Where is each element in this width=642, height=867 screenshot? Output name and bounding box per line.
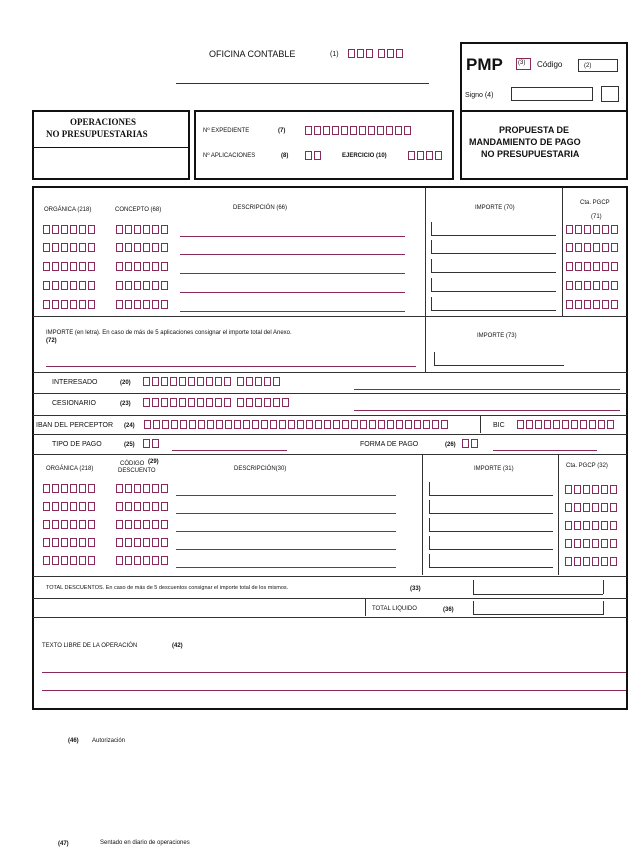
texto-libre-num: (42) (172, 643, 183, 649)
cesionario-cells[interactable] (143, 398, 291, 407)
s2-row4-codigo[interactable] (116, 538, 170, 547)
propuesta-line-3: NO PRESUPUESTARIA (481, 149, 580, 159)
signo-label: Signo (4) (465, 92, 494, 99)
s1-row4-cta[interactable] (566, 281, 620, 290)
s2-row3-organica[interactable] (43, 520, 97, 529)
s2-row2-cta[interactable] (565, 503, 619, 512)
s1-importe-header: IMPORTE (70) (475, 205, 515, 211)
signo-box[interactable] (511, 87, 593, 101)
oficina-contable-cells[interactable] (348, 49, 405, 58)
s1-row3-cta[interactable] (566, 262, 620, 271)
texto-libre-line-1[interactable] (42, 672, 626, 673)
tipo-pago-line[interactable] (172, 450, 287, 451)
s1-row3-concepto[interactable] (116, 262, 170, 271)
s1-row2-desc[interactable] (180, 254, 405, 255)
total-descuentos-label: TOTAL DESCUENTOS. En caso de más de 5 descuentos consignar el importe total de los mismos. (46, 585, 289, 591)
expediente-num: (7) (278, 128, 286, 134)
s2-row3-codigo[interactable] (116, 520, 170, 529)
bic-label: BIC (493, 422, 505, 429)
total-descuentos-field[interactable] (473, 580, 474, 594)
importe-letra-line[interactable] (46, 366, 416, 367)
total-descuentos-right (603, 580, 604, 594)
operaciones-title-1: OPERACIONES (70, 117, 137, 127)
s2-row3-desc[interactable] (176, 531, 396, 532)
s2-row1-organica[interactable] (43, 484, 97, 493)
liquido-left-divider (365, 598, 366, 616)
s2-row5-organica[interactable] (43, 556, 97, 565)
s2-row3-importe[interactable] (429, 518, 553, 532)
s2-row1-cta[interactable] (565, 485, 619, 494)
s2-divider-liquido (33, 598, 627, 599)
aplicaciones-num: (8) (281, 153, 289, 159)
pmp-title: PMP (466, 55, 503, 74)
s2-divider-top (33, 454, 627, 455)
s1-divider-importe-letra (33, 316, 627, 317)
s1-row1-concepto[interactable] (116, 225, 170, 234)
bic-cells[interactable] (517, 420, 616, 429)
s2-row1-codigo[interactable] (116, 484, 170, 493)
s1-row2-organica[interactable] (43, 243, 97, 252)
ejercicio-cells[interactable] (408, 151, 444, 160)
s1-divider-tipo-pago (33, 434, 627, 435)
aplicaciones-cells[interactable] (305, 151, 323, 160)
forma-pago-label: FORMA DE PAGO (360, 441, 419, 448)
s1-row4-organica[interactable] (43, 281, 97, 290)
tipo-pago-num: (25) (124, 442, 135, 448)
interesado-num: (20) (120, 380, 131, 386)
texto-libre-line-2[interactable] (42, 690, 626, 691)
iban-num: (24) (124, 423, 135, 429)
cesionario-line[interactable] (354, 410, 620, 411)
forma-pago-num: (26) (445, 442, 456, 448)
s2-descripcion-header: DESCRIPCIÓN(30) (234, 466, 287, 472)
s1-row2-concepto[interactable] (116, 243, 170, 252)
codigo-label: Código (537, 60, 563, 69)
total-liquido-num: (36) (443, 607, 454, 613)
s1-divider-iban (33, 415, 627, 416)
total-liquido-field[interactable] (473, 601, 603, 615)
s1-row3-organica[interactable] (43, 262, 97, 271)
s1-concepto-header: CONCEPTO (68) (115, 207, 162, 213)
iban-label: IBAN DEL PERCEPTOR (36, 422, 114, 429)
cesionario-num: (23) (120, 401, 131, 407)
s1-row1-importe[interactable] (431, 222, 556, 236)
s1-row5-concepto[interactable] (116, 300, 170, 309)
oficina-line (176, 83, 429, 84)
iban-cells[interactable] (144, 420, 450, 429)
s2-row4-cta[interactable] (565, 539, 619, 548)
importe73-field[interactable] (434, 352, 564, 366)
forma-pago-cells[interactable] (462, 439, 480, 448)
s1-row2-importe[interactable] (431, 240, 556, 254)
ejercicio-label: EJERCICIO (10) (342, 153, 387, 159)
cesionario-label: CESIONARIO (52, 400, 96, 407)
oficina-contable-label: OFICINA CONTABLE (209, 49, 296, 59)
s1-descripcion-header: DESCRIPCIÓN (66) (233, 205, 288, 211)
sentado-label: Sentado en diario de operaciones (100, 840, 190, 846)
pmp-num: (3) (518, 60, 526, 66)
tipo-pago-cells[interactable] (143, 439, 161, 448)
s1-row1-organica[interactable] (43, 225, 97, 234)
autorizacion-num: (46) (68, 738, 79, 744)
forma-pago-line[interactable] (493, 450, 597, 451)
s2-row4-importe[interactable] (429, 536, 553, 550)
importe73-label: IMPORTE (73) (477, 333, 517, 339)
s2-row1-importe[interactable] (429, 482, 553, 496)
expediente-box (194, 110, 454, 180)
oficina-contable-num: (1) (330, 51, 339, 58)
s2-codigo-num: (29) (148, 459, 159, 465)
s2-row1-desc[interactable] (176, 495, 396, 496)
s2-codigo-header-1: CÓDIGO (120, 461, 145, 467)
total-liquido-right (603, 601, 604, 615)
propuesta-line-2: MANDAMIENTO DE PAGO (469, 137, 581, 147)
s2-row4-desc[interactable] (176, 549, 396, 550)
s2-row2-desc[interactable] (176, 513, 396, 514)
s1-divider-cesionario (33, 393, 627, 394)
s1-row4-concepto[interactable] (116, 281, 170, 290)
aplicaciones-label: Nº APLICACIONES (203, 153, 256, 159)
s2-vdivider-1 (422, 455, 423, 575)
s1-organica-header: ORGÁNICA (218) (44, 207, 92, 213)
s1-row3-desc[interactable] (180, 273, 405, 274)
total-descuentos-line[interactable] (473, 594, 603, 595)
operaciones-divider (33, 147, 189, 148)
s1-row5-importe[interactable] (431, 297, 556, 311)
s1-row1-cta[interactable] (566, 225, 620, 234)
s2-codigo-header-2: DESCUENTO (118, 468, 156, 474)
interesado-cells[interactable] (143, 377, 282, 386)
s1-row1-desc[interactable] (180, 236, 405, 237)
s2-row5-codigo[interactable] (116, 556, 170, 565)
texto-libre-label: TEXTO LIBRE DE LA OPERACIÓN (42, 643, 138, 649)
s1-cta-header: Cta. PGCP (580, 200, 610, 206)
importe-letra-num: (72) (46, 338, 57, 344)
s2-row3-cta[interactable] (565, 521, 619, 530)
s2-row5-desc[interactable] (176, 567, 396, 568)
s2-importe-header: IMPORTE (31) (474, 466, 514, 472)
total-descuentos-num: (33) (410, 586, 421, 592)
codigo-num: (2) (584, 63, 592, 69)
s2-vdivider-2 (558, 455, 559, 575)
s1-vdivider-1 (425, 188, 426, 372)
expediente-label: Nº EXPEDIENTE (203, 128, 250, 134)
s1-row4-desc[interactable] (180, 292, 405, 293)
sentado-num: (47) (58, 841, 69, 847)
tipo-pago-label: TIPO DE PAGO (52, 441, 102, 448)
s2-row4-organica[interactable] (43, 538, 97, 547)
s1-row3-importe[interactable] (431, 259, 556, 273)
s2-divider-texto (33, 617, 627, 618)
s1-row2-cta[interactable] (566, 243, 620, 252)
s1-cta-num: (71) (591, 214, 602, 220)
autorizacion-label: Autorización (92, 738, 126, 744)
s2-organica-header: ORGÁNICA (218) (46, 466, 94, 472)
importe-letra-label: IMPORTE (en letra). En caso de más de 5 aplicaciones consignar el importe total del Anexo. (46, 330, 292, 336)
s2-row2-importe[interactable] (429, 500, 553, 514)
iban-bic-divider (480, 416, 481, 433)
s2-cta-header: Cta. PGCP (32) (566, 463, 608, 469)
s2-row5-cta[interactable] (565, 557, 619, 566)
signo-check[interactable] (601, 86, 619, 102)
s2-row2-organica[interactable] (43, 502, 97, 511)
s1-row4-importe[interactable] (431, 278, 556, 292)
propuesta-line-1: PROPUESTA DE (499, 125, 570, 135)
s1-row5-desc[interactable] (180, 311, 405, 312)
s2-divider-total-descuentos (33, 576, 627, 577)
s1-divider-interesado (33, 372, 627, 373)
operaciones-title-2: NO PRESUPUESTARIAS (46, 129, 148, 139)
s1-vdivider-2 (562, 188, 563, 316)
s1-row5-organica[interactable] (43, 300, 97, 309)
interesado-line[interactable] (354, 389, 620, 390)
interesado-label: INTERESADO (52, 379, 98, 386)
expediente-cells[interactable] (305, 126, 413, 135)
total-liquido-label: TOTAL LIQUIDO (372, 606, 417, 612)
s2-row5-importe[interactable] (429, 554, 553, 568)
s2-row2-codigo[interactable] (116, 502, 170, 511)
s1-row5-cta[interactable] (566, 300, 620, 309)
